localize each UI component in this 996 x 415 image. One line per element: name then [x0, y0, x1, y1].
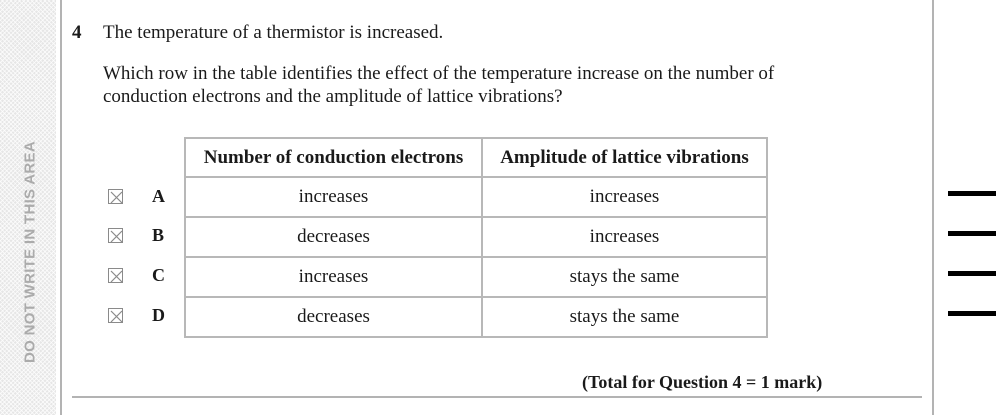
crossed-checkbox-icon[interactable] — [108, 228, 123, 243]
table-row — [185, 297, 767, 337]
table-header-row — [185, 138, 767, 177]
right-margin-rule — [932, 0, 934, 415]
table-row — [185, 217, 767, 257]
column-header: Amplitude of lattice vibrations — [482, 138, 767, 177]
registration-mark — [948, 231, 996, 236]
table-cell: increases — [482, 177, 767, 217]
question-number: 4 — [72, 22, 82, 43]
table-cell: increases — [185, 257, 482, 297]
do-not-write-notice: DO NOT WRITE IN THIS AREA — [21, 141, 39, 363]
question-prompt: Which row in the table identifies the effect of the temperature increase on the number of conduction electrons and the amplitude of lattice vibrations? — [103, 63, 775, 107]
table-cell: decreases — [185, 217, 482, 257]
question-total: (Total for Question 4 = 1 mark) — [582, 372, 823, 392]
table-cell: stays the same — [482, 297, 767, 337]
table-cell: increases — [185, 177, 482, 217]
option-label: B — [152, 225, 165, 245]
registration-mark — [948, 271, 996, 276]
table-cell: stays the same — [482, 257, 767, 297]
table-cell: decreases — [185, 297, 482, 337]
left-margin-rule — [60, 0, 62, 415]
column-header: Number of conduction electrons — [185, 138, 482, 177]
question-stem: The temperature of a thermistor is increased. — [103, 22, 444, 43]
crossed-checkbox-icon[interactable] — [108, 268, 123, 283]
bottom-rule — [72, 396, 922, 398]
registration-mark — [948, 191, 996, 196]
option-label: D — [152, 305, 165, 325]
option-label: C — [152, 265, 165, 285]
registration-mark — [948, 311, 996, 316]
table-row — [185, 257, 767, 297]
answer-table — [184, 137, 768, 338]
table-row — [185, 177, 767, 217]
option-label: A — [152, 186, 165, 206]
crossed-checkbox-icon[interactable] — [108, 189, 123, 204]
table-cell: increases — [482, 217, 767, 257]
crossed-checkbox-icon[interactable] — [108, 308, 123, 323]
margin-strip — [0, 0, 56, 415]
